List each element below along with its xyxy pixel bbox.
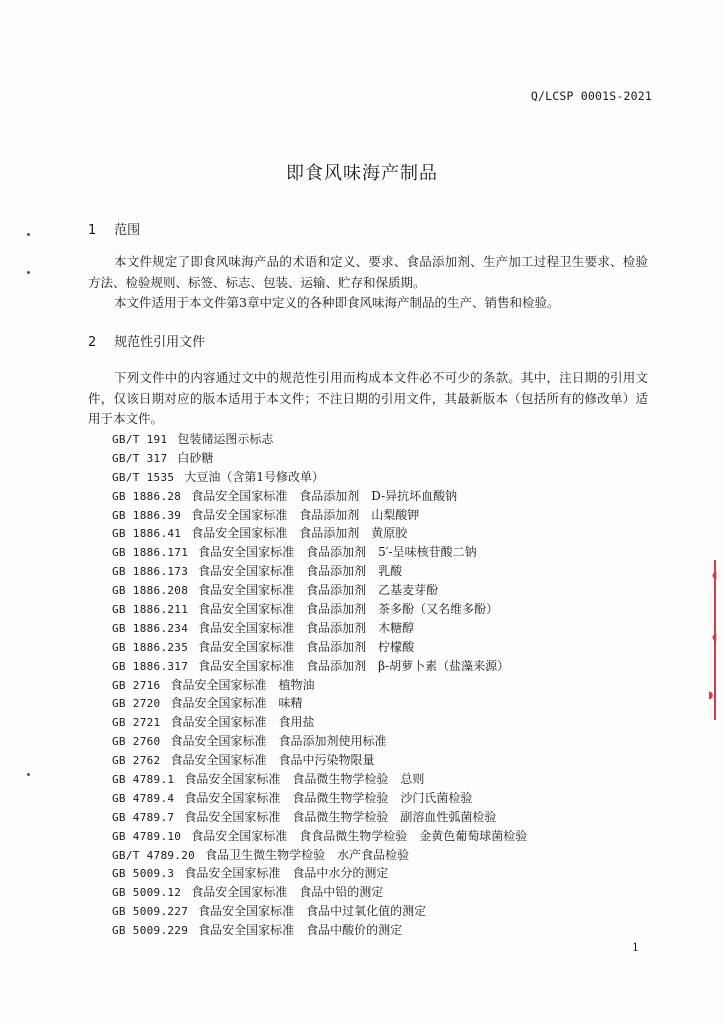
reference-title: 食品安全国家标准 食品添加剂 乙基麦芽酚 [198,583,439,598]
seal-fragment-icon: ◖ [712,632,718,643]
reference-title: 食品安全国家标准 食品添加剂 茶多酚（又名维多酚） [198,602,499,617]
reference-title: 食品安全国家标准 食品微生物学检验 总则 [184,772,425,787]
page-number: 1 [632,941,639,954]
reference-code: GB 1886.208 [112,584,189,598]
reference-item [112,506,527,525]
reference-item [112,732,527,751]
reference-code: GB 1886.173 [112,565,189,579]
scan-speck [27,773,30,776]
reference-code: GB 1886.211 [112,603,189,617]
reference-item [112,846,527,865]
seal-fragment-icon: ◖ [712,570,718,581]
reference-item [112,770,527,789]
reference-code: GB 2716 [112,678,161,692]
scope-paragraph-2: 本文件适用于本文件第3章中定义的各种即食风味海产制品的生产、销售和检验。 [114,295,560,310]
reference-title: 白砂糖 [177,450,214,465]
reference-title: 食品安全国家标准 味精 [170,696,303,711]
reference-code: GB 1886.28 [112,489,182,503]
scan-speck [27,233,30,236]
reference-title: 食品安全国家标准 食品添加剂 β-胡萝卜素（盐藻来源） [198,658,510,673]
reference-item [112,789,527,808]
section-heading-scope [88,219,140,238]
reference-title: 食品安全国家标准 食品添加剂 柠檬酸 [198,639,415,654]
reference-title: 食品安全国家标准 食品中过氧化值的测定 [198,904,427,919]
references-intro: 下列文件中的内容通过文中的规范性引用而构成本文件必不可少的条款。其中，注日期的引用文件，仅该日期对应的版本适用于本文件；不注日期的引用文件，其最新版本（包括所有的修改单）适用于本文件。 [88,370,648,426]
reference-title: 食品安全国家标准 食品中铅的测定 [191,885,384,900]
reference-title: 食品安全国家标准 食品中水分的测定 [184,866,389,881]
reference-list [112,430,527,940]
reference-code: GB 5009.12 [112,886,182,900]
reference-code: GB 1886.41 [112,527,182,541]
reference-code: GB 2720 [112,697,161,711]
reference-item [112,581,527,600]
reference-item [112,751,527,770]
reference-item [112,713,527,732]
reference-item [112,657,527,676]
section-heading-references [88,331,205,350]
reference-code: GB 2760 [112,735,161,749]
reference-item [112,487,527,506]
section-title: 规范性引用文件 [114,335,206,350]
reference-title: 食品安全国家标准 食品添加剂 D-异抗坏血酸钠 [191,488,458,503]
reference-code: GB 1886.235 [112,640,189,654]
standard-code: Q/LCSP 0001S-2021 [530,89,652,103]
reference-item [112,600,527,619]
reference-code: GB 4789.10 [112,829,182,843]
section-number: 1 [88,223,97,238]
reference-code: GB/T 317 [112,451,168,465]
reference-item [112,676,527,695]
reference-item [112,468,527,487]
reference-item [112,921,527,940]
section-number: 2 [88,335,97,350]
document-title: 即食风味海产制品 [286,163,438,184]
reference-code: GB 1886.317 [112,659,189,673]
reference-code: GB 2721 [112,716,161,730]
reference-title: 食品安全国家标准 食品微生物学检验 沙门氏菌检验 [184,790,473,805]
reference-title: 食品安全国家标准 食品添加剂 木糖醇 [198,620,415,635]
reference-code: GB 1886.234 [112,621,189,635]
reference-code: GB 5009.227 [112,905,189,919]
reference-code: GB/T 4789.20 [112,848,196,862]
scan-speck [27,271,30,274]
reference-item [112,694,527,713]
reference-item [112,808,527,827]
reference-title: 食品安全国家标准 食食品微生物学检验 金黄色葡萄球菌检验 [191,828,528,843]
reference-code: GB 1886.39 [112,508,182,522]
reference-item [112,543,527,562]
reference-item [112,883,527,902]
reference-item [112,827,527,846]
seal-fragment-icon: ◗ [708,690,714,701]
reference-code: GB/T 1535 [112,470,175,484]
reference-title: 食品安全国家标准 植物油 [170,677,315,692]
reference-title: 食品安全国家标准 食品添加剂 山梨酸钾 [191,507,420,522]
reference-title: 食品安全国家标准 食品添加剂 黄原胶 [191,526,408,541]
section-title: 范围 [114,223,141,238]
reference-code: GB 1886.171 [112,546,189,560]
reference-title: 包装储运图示标志 [177,432,274,446]
reference-title: 食品安全国家标准 食品中酸价的测定 [198,923,403,938]
reference-code: GB 5009.3 [112,867,175,881]
reference-item [112,638,527,657]
reference-title: 食品安全国家标准 食品添加剂 乳酸 [198,564,403,579]
reference-title: 食品安全国家标准 食品添加剂 5′-呈味核苷酸二钠 [198,545,477,560]
reference-item [112,902,527,921]
reference-code: GB 4789.4 [112,791,175,805]
reference-title: 食品安全国家标准 食用盐 [170,715,315,730]
reference-title: 食品卫生微生物学检验 水产食品检验 [205,847,410,862]
reference-item [112,864,527,883]
reference-item [112,524,527,543]
reference-item [112,449,527,468]
reference-item [112,430,527,449]
reference-code: GB 4789.1 [112,773,175,787]
reference-title: 食品安全国家标准 食品中污染物限量 [170,753,375,768]
reference-code: GB 2762 [112,754,161,768]
reference-item [112,619,527,638]
scope-paragraph-1: 本文件规定了即食风味海产品的术语和定义、要求、食品添加剂、生产加工过程卫生要求、检验方法、检验规则、标签、标志、包装、运输、贮存和保质期。 [88,254,648,290]
reference-code: GB 5009.229 [112,924,189,938]
reference-code: GB 4789.7 [112,810,175,824]
reference-item [112,562,527,581]
reference-title: 食品安全国家标准 食品添加剂使用标准 [170,734,387,749]
reference-code: GB/T 191 [112,433,168,446]
reference-title: 食品安全国家标准 食品微生物学检验 副溶血性弧菌检验 [184,809,497,824]
reference-title: 大豆油（含第1号修改单） [184,469,324,484]
